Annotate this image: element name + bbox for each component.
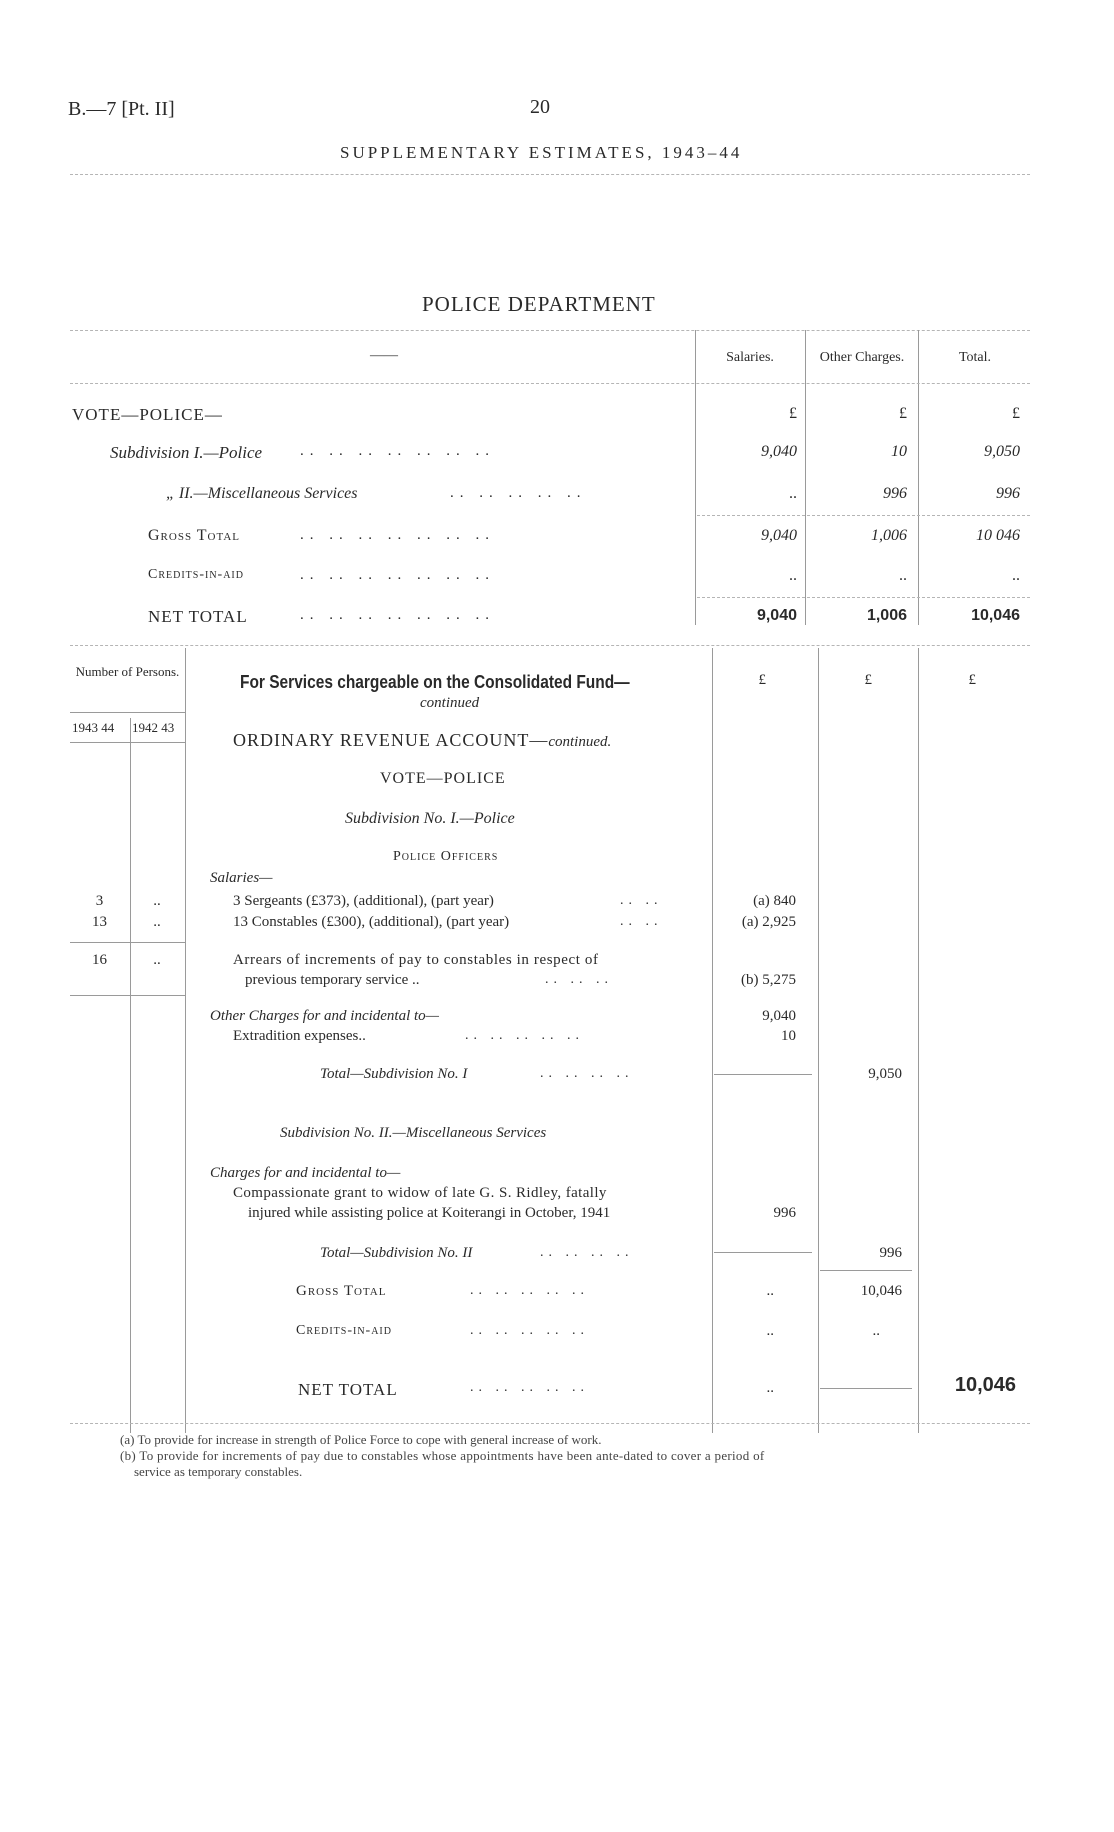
gross-rule	[820, 1270, 912, 1271]
subdivision-1-title: Subdivision No. I.—Police	[345, 810, 515, 827]
persons-subtotal-rule	[70, 942, 185, 943]
account-heading	[233, 730, 611, 751]
page-number: 20	[530, 96, 550, 118]
text-col-divider	[185, 648, 186, 1433]
col-divider-total	[918, 330, 919, 625]
summary-total-value: 10 046	[976, 527, 1020, 544]
net-total-label: NET TOTAL	[298, 1380, 398, 1399]
persons-total-rule	[70, 995, 185, 996]
extradition-text: Extradition expenses..	[233, 1028, 366, 1044]
vote-heading: VOTE—POLICE	[380, 770, 506, 787]
vote-label: VOTE—POLICE—	[72, 405, 223, 424]
total-sub1-amount: 9,050	[868, 1066, 902, 1082]
currency-other: £	[899, 405, 907, 422]
header-rule	[70, 174, 1030, 175]
charges-label: Charges for and incidental to—	[210, 1165, 401, 1181]
col-divider-salaries	[695, 330, 696, 625]
persons-col-divider	[130, 718, 131, 1433]
document-reference: B.—7 [Pt. II]	[68, 98, 175, 120]
leader-dots: .. .. .. .. .. .. ..	[300, 567, 495, 583]
header-bottom-rule	[70, 383, 1030, 384]
footnote-b: (b) To provide for increments of pay due to constables whose appointments have been ante-dated to cover a period of	[120, 1448, 765, 1463]
extradition-amount: 10	[781, 1028, 796, 1044]
net-rule	[820, 1388, 912, 1389]
year-header-1942: 1942 43	[132, 720, 175, 735]
subdivision-2-title: Subdivision No. II.—Miscellaneous Services	[280, 1125, 547, 1141]
account-heading-continued: continued.	[548, 734, 612, 750]
summary-row-label: Credits-in-aid	[148, 567, 244, 582]
subtotal-rule	[697, 515, 1030, 516]
account-heading-main: ORDINARY REVENUE ACCOUNT—	[233, 730, 549, 750]
summary-other-value: 1,006	[866, 607, 907, 624]
footnote-b-continued: service as temporary constables.	[134, 1464, 303, 1479]
amount-col1-divider	[712, 648, 713, 1433]
summary-total-value: 996	[996, 485, 1020, 502]
leader-dots: .. .. .. .. .. .. ..	[300, 527, 495, 543]
leader-dots: .. .. .. ..	[540, 1245, 634, 1260]
currency-col1: £	[758, 672, 766, 688]
gross-col1: ..	[766, 1283, 774, 1299]
leader-dots: .. ..	[620, 893, 663, 908]
persons-1942-value: ..	[153, 893, 161, 909]
summary-salaries-value: ..	[789, 567, 797, 584]
salaries-subtotal: 9,040	[762, 1008, 796, 1024]
summary-row-label: „ II.—Miscellaneous Services	[166, 485, 358, 502]
summary-total-value: ..	[1012, 567, 1020, 584]
col-header-total: Total.	[958, 350, 992, 365]
summary-row-label: Gross Total	[148, 527, 241, 544]
other-charges-label: Other Charges for and incidental to—	[210, 1008, 440, 1024]
summary-row-label: Subdivision I.—Police	[110, 443, 263, 462]
grant-amount: 996	[773, 1205, 796, 1221]
salaries-label: Salaries—	[210, 870, 273, 886]
grant-text: Compassionate grant to widow of late G. S. Ridley, fatally	[233, 1185, 607, 1201]
persons-1943-value: 3	[95, 893, 104, 909]
detail-bottom-rule	[70, 1423, 1030, 1424]
amount-col2-divider	[818, 648, 819, 1433]
leader-dots: .. .. .. .. .. .. ..	[300, 607, 495, 623]
total-sub2-amount: 996	[879, 1245, 902, 1261]
line-amount: (a) 840	[753, 893, 796, 909]
col-header-other: Other Charges.	[819, 350, 905, 365]
persons-header: Number of Persons.	[75, 664, 180, 679]
line-text: 3 Sergeants (£373), (additional), (part year)	[233, 893, 494, 909]
leader-dots: .. .. .. .. ..	[450, 485, 587, 501]
summary-bottom-rule	[70, 645, 1030, 646]
summary-other-value: ..	[899, 567, 907, 584]
persons-header-rule	[70, 712, 185, 713]
gross-total-amount: 10,046	[860, 1283, 902, 1299]
summary-other-value: 1,006	[871, 527, 907, 544]
col-header-label: ——	[370, 348, 398, 363]
line-text: 13 Constables (£300), (additional), (part year)	[233, 914, 510, 930]
leader-dots: .. .. ..	[545, 972, 613, 987]
currency-col2: £	[864, 672, 872, 688]
leader-dots: .. .. .. .. ..	[470, 1323, 589, 1338]
summary-salaries-value: 9,040	[756, 607, 797, 624]
leader-dots: .. .. .. .. ..	[470, 1380, 589, 1395]
total-sub2-label: Total—Subdivision No. II	[320, 1245, 473, 1261]
leader-dots: .. .. .. .. .. .. ..	[300, 443, 495, 459]
year-header-1943: 1943 44	[72, 720, 115, 735]
gross-total-label: Gross Total	[296, 1283, 387, 1299]
consolidated-fund-heading: For Services chargeable on the Consolidated Fund—	[240, 672, 630, 692]
footnote-a: (a) To provide for increase in strength of Police Force to cope with general increase of work.	[120, 1432, 602, 1447]
line-text-continued: previous temporary service ..	[245, 972, 420, 988]
line-text: Arrears of increments of pay to constables in respect of	[233, 952, 599, 968]
leader-dots: .. .. .. ..	[540, 1066, 634, 1081]
col-header-salaries: Salaries.	[726, 350, 774, 365]
grant-text-continued: injured while assisting police at Koiterangi in October, 1941	[248, 1205, 611, 1221]
sub2-total-rule	[714, 1252, 812, 1253]
net-col1: ..	[766, 1380, 774, 1396]
running-title: SUPPLEMENTARY ESTIMATES, 1943–44	[340, 143, 743, 162]
credits-amount: ..	[872, 1323, 880, 1339]
summary-total-value: 9,050	[984, 443, 1020, 460]
leader-dots: .. ..	[620, 914, 663, 929]
persons-1943-value: 16	[92, 952, 107, 968]
summary-other-value: 10	[891, 443, 907, 460]
leader-dots: .. .. .. .. ..	[465, 1028, 584, 1043]
currency-salaries: £	[789, 405, 797, 422]
summary-total-value: 10,046	[971, 607, 1020, 624]
department-title: POLICE DEPARTMENT	[422, 292, 656, 316]
credits-in-aid-label: Credits-in-aid	[296, 1323, 392, 1338]
summary-salaries-value: 9,040	[761, 527, 797, 544]
persons-1942-value: ..	[153, 952, 161, 968]
col-divider-other	[805, 330, 806, 625]
currency-col3: £	[968, 672, 976, 688]
line-amount: (a) 2,925	[741, 914, 796, 930]
persons-1942-value: ..	[153, 914, 161, 930]
persons-1943-value: 13	[92, 914, 107, 930]
summary-top-rule	[70, 330, 1030, 331]
amount-col3-divider	[918, 648, 919, 1433]
summary-row-label: NET TOTAL	[148, 607, 248, 626]
credits-col1: ..	[766, 1323, 774, 1339]
summary-other-value: 996	[883, 485, 907, 502]
year-header-rule	[70, 742, 185, 743]
net-total-amount: 10,046	[954, 1374, 1016, 1396]
police-officers-heading: Police Officers	[393, 849, 499, 864]
line-amount: (b) 5,275	[741, 972, 796, 988]
heading-continued: continued	[420, 695, 480, 711]
summary-salaries-value: 9,040	[761, 443, 797, 460]
sub1-total-rule	[714, 1074, 812, 1075]
currency-total: £	[1012, 405, 1020, 422]
leader-dots: .. .. .. .. ..	[470, 1283, 589, 1298]
summary-salaries-value: ..	[789, 485, 797, 502]
subtotal-rule	[697, 597, 1030, 598]
total-sub1-label: Total—Subdivision No. I	[320, 1066, 468, 1082]
